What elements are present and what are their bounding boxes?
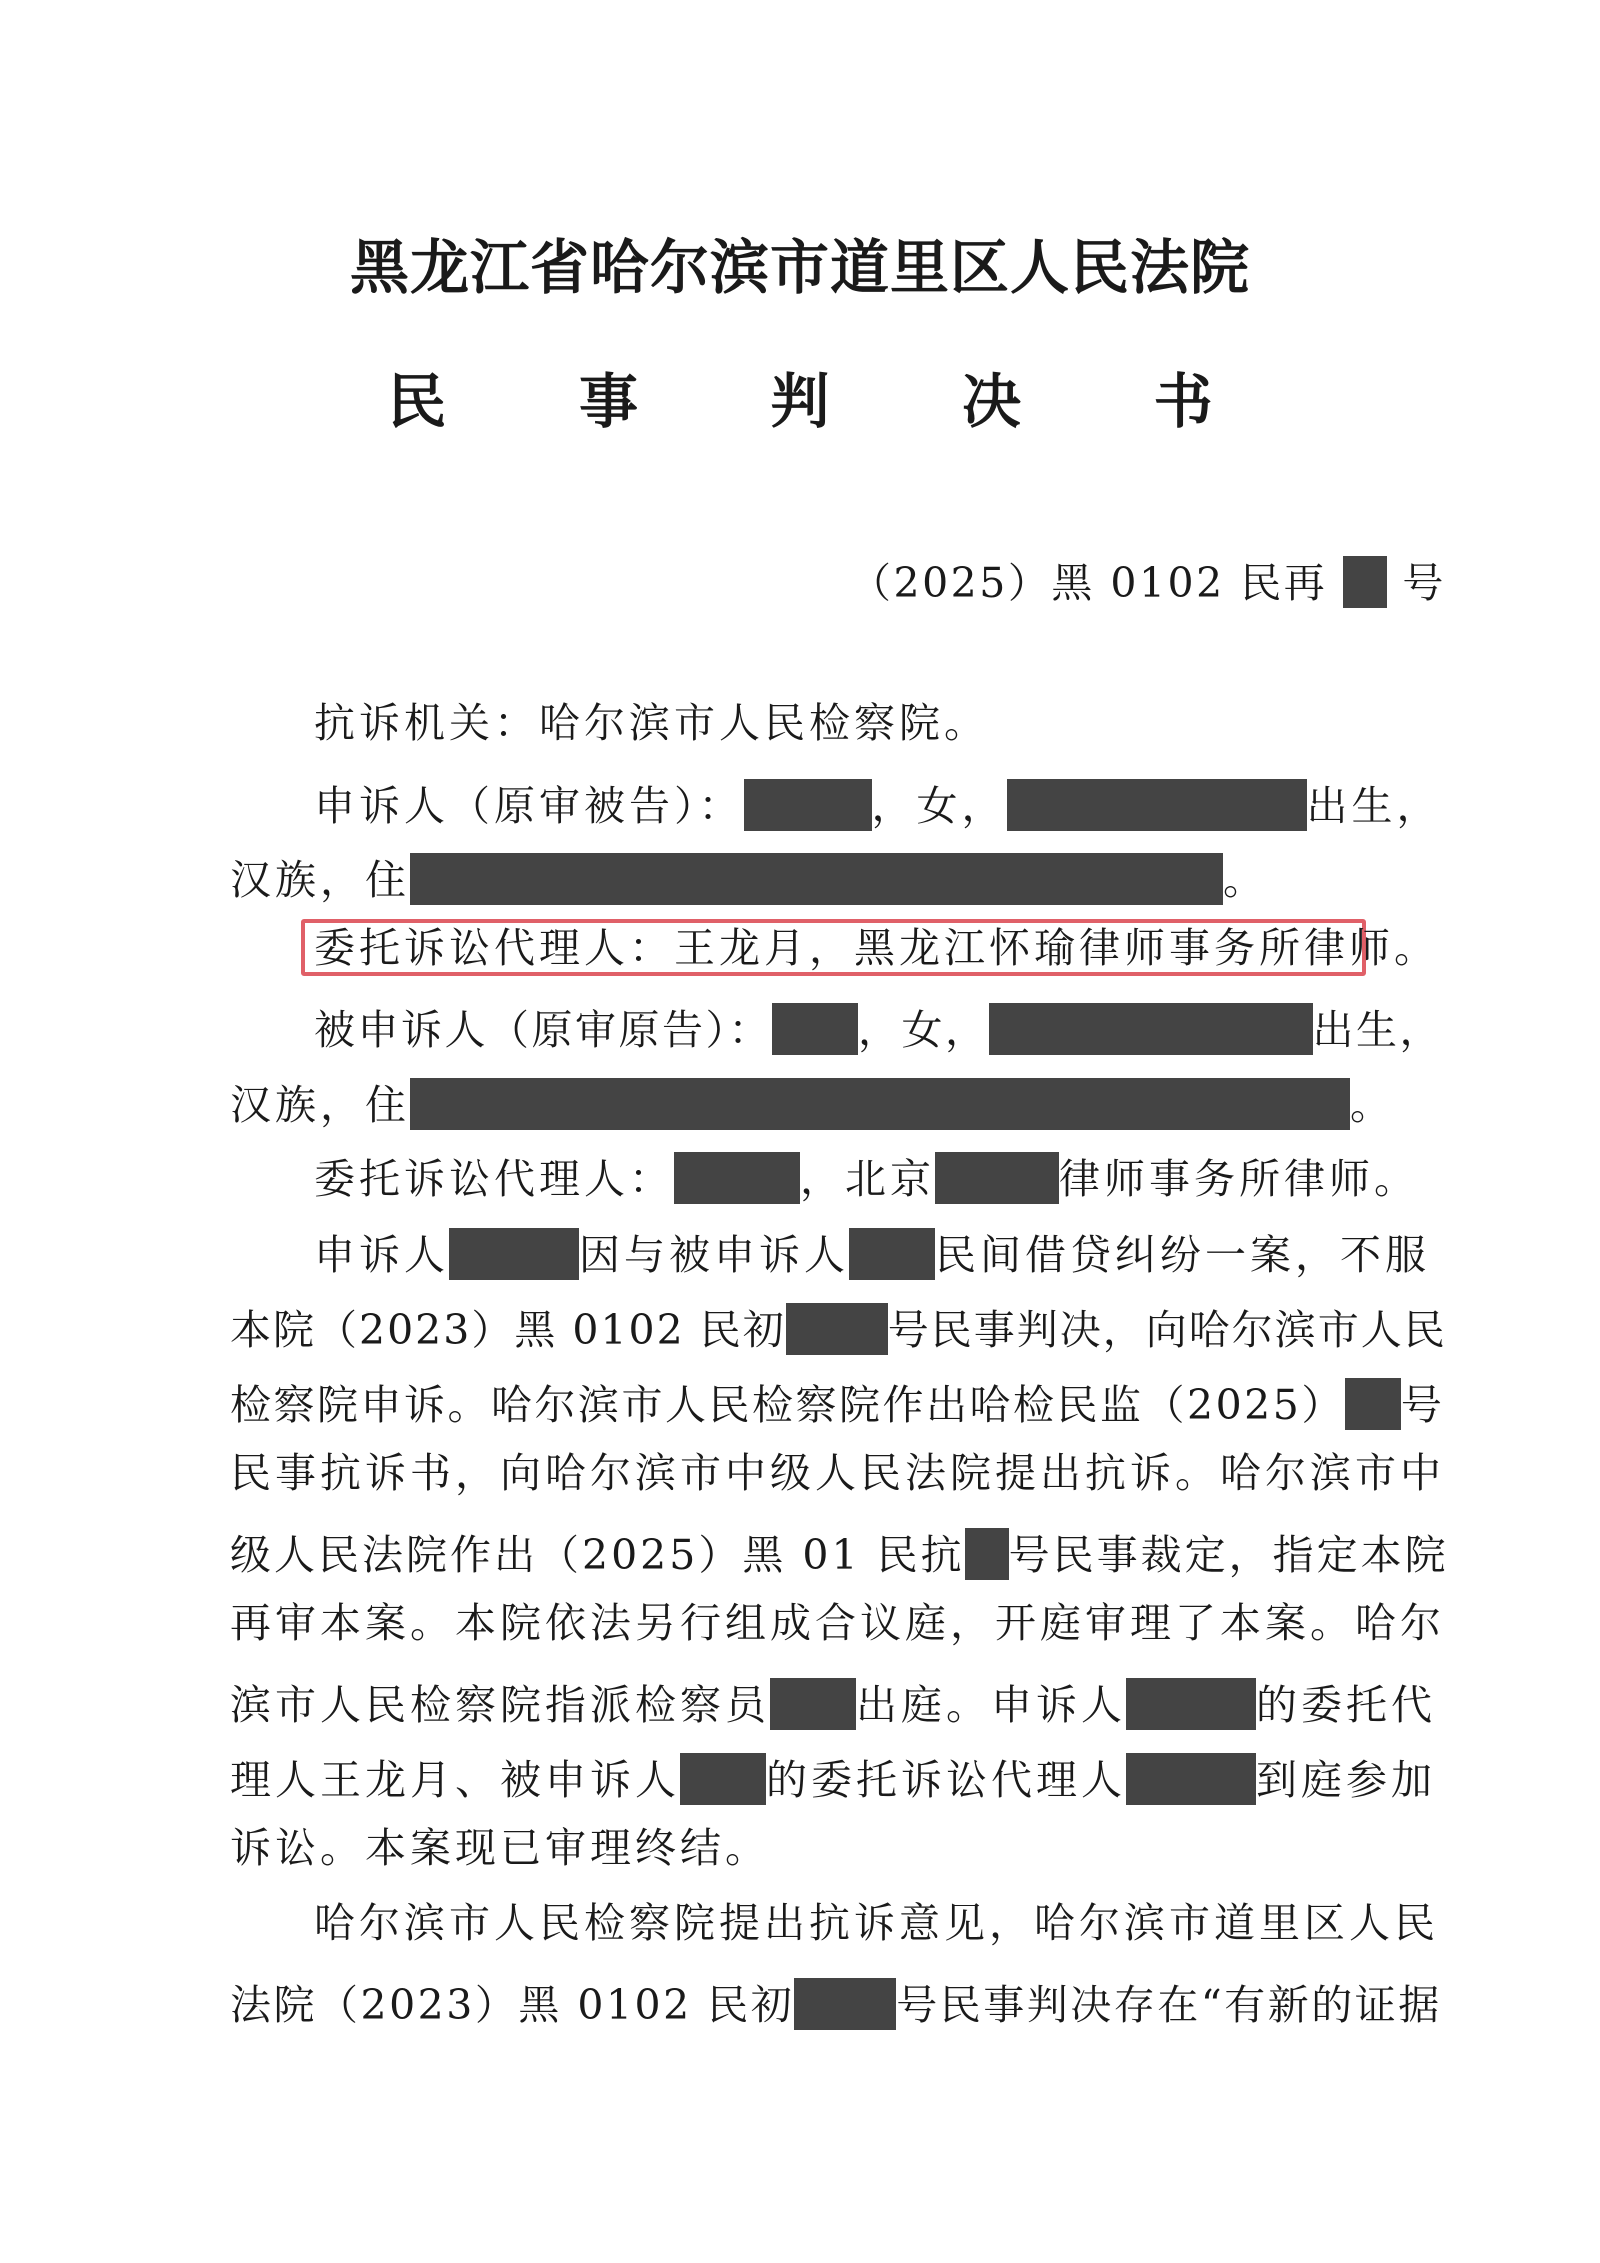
line-text: 汉族，住	[230, 856, 410, 904]
paragraph-line	[314, 1152, 1419, 1204]
case-number	[850, 556, 1446, 608]
redaction-block	[786, 1303, 888, 1355]
paragraph-line	[314, 1899, 1439, 1947]
redaction-block	[935, 1152, 1059, 1204]
line-text: 民事抗诉书，向哈尔滨市中级人民法院提出抗诉。哈尔滨市中	[230, 1449, 1445, 1497]
line-text: 抗诉机关：哈尔滨市人民检察院。	[314, 699, 989, 747]
line-text: 出庭。申诉人	[856, 1681, 1126, 1729]
line-text: 因与被申诉人	[579, 1231, 849, 1279]
line-text: 汉族，住	[230, 1081, 410, 1129]
redaction-block	[989, 1003, 1313, 1055]
case-number-suffix: 号	[1402, 559, 1446, 607]
line-text: 被申诉人（原审原告）：	[314, 1006, 772, 1054]
redaction-block	[794, 1978, 896, 2030]
redaction-block	[849, 1228, 935, 1280]
redaction-block	[965, 1528, 1009, 1580]
line-text: ，女，	[871, 782, 1007, 830]
paragraph-line	[230, 1678, 1436, 1730]
line-text: 申诉人	[314, 1231, 449, 1279]
line-text: 。	[1223, 856, 1268, 904]
line-text: 号民事判决，向哈尔滨市人民	[887, 1306, 1447, 1354]
redaction-block	[410, 853, 1223, 905]
paragraph-line	[230, 1449, 1445, 1497]
line-text: 民间借贷纠纷一案，不服	[935, 1231, 1430, 1279]
redaction-block	[772, 1003, 858, 1055]
line-text: 哈尔滨市人民检察院提出抗诉意见，哈尔滨市道里区人民	[314, 1899, 1439, 1947]
paragraph-line	[230, 1599, 1445, 1647]
line-text: 委托诉讼代理人：王龙月，黑龙江怀瑜律师事务所律师。	[314, 924, 1439, 972]
redaction-block	[1343, 556, 1387, 608]
line-text: 号民事裁定，指定本院	[1008, 1531, 1449, 1579]
line-text: ，女，	[858, 1006, 989, 1054]
line-text: 滨市人民检察院指派检察员	[230, 1681, 770, 1729]
redaction-block	[1126, 1753, 1256, 1805]
paragraph-line	[230, 853, 1268, 905]
paragraph-line	[314, 1228, 1430, 1280]
redaction-block	[1007, 779, 1307, 831]
line-text: 检察院申诉。哈尔滨市人民检察院作出哈检民监（2025）	[230, 1381, 1345, 1429]
paragraph-line	[314, 924, 1439, 972]
redaction-block	[1126, 1678, 1256, 1730]
redaction-block	[1345, 1378, 1401, 1430]
line-text: 级人民法院作出（2025）黑 01 民抗	[230, 1531, 965, 1579]
line-text: 出生，	[1312, 1006, 1443, 1054]
redaction-block	[674, 1152, 800, 1204]
paragraph-line	[230, 1078, 1395, 1130]
line-text: 出生，	[1306, 782, 1442, 830]
redaction-block	[680, 1753, 766, 1805]
redaction-block	[449, 1228, 579, 1280]
line-text: 委托诉讼代理人：	[314, 1155, 674, 1203]
line-text: 的委托诉讼代理人	[766, 1756, 1126, 1804]
line-text: 申诉人（原审被告）：	[314, 782, 744, 830]
line-text: 再审本案。本院依法另行组成合议庭，开庭审理了本案。哈尔	[230, 1599, 1445, 1647]
paragraph-line	[314, 779, 1442, 831]
court-title: 黑龙江省哈尔滨市道里区人民法院	[349, 233, 1250, 302]
case-number-prefix: （2025）黑 0102 民再	[850, 559, 1328, 607]
line-text: 到庭参加	[1256, 1756, 1436, 1804]
line-text: 律师事务所律师。	[1059, 1155, 1419, 1203]
paragraph-line	[230, 1978, 1442, 2030]
line-text: 的委托代	[1256, 1681, 1436, 1729]
line-text: 法院（2023）黑 0102 民初	[230, 1981, 795, 2029]
paragraph-line	[230, 1753, 1436, 1805]
paragraph-line	[230, 1824, 770, 1872]
paragraph-line	[314, 699, 989, 747]
line-text: 诉讼。本案现已审理终结。	[230, 1824, 770, 1872]
paragraph-line	[230, 1378, 1444, 1430]
line-text: ，北京	[800, 1155, 935, 1203]
paragraph-line	[230, 1303, 1447, 1355]
paragraph-line	[230, 1528, 1449, 1580]
line-text: 号	[1400, 1381, 1445, 1429]
line-text: 理人王龙月、被申诉人	[230, 1756, 680, 1804]
document-type-title: 民 事 判 决 书	[387, 367, 1269, 436]
line-text: 本院（2023）黑 0102 民初	[230, 1306, 786, 1354]
paragraph-line	[314, 1003, 1443, 1055]
line-text: 号民事判决存在“有新的证据	[896, 1981, 1442, 2029]
redaction-block	[770, 1678, 856, 1730]
line-text: 。	[1350, 1081, 1395, 1129]
redaction-block	[410, 1078, 1350, 1130]
redaction-block	[744, 779, 872, 831]
